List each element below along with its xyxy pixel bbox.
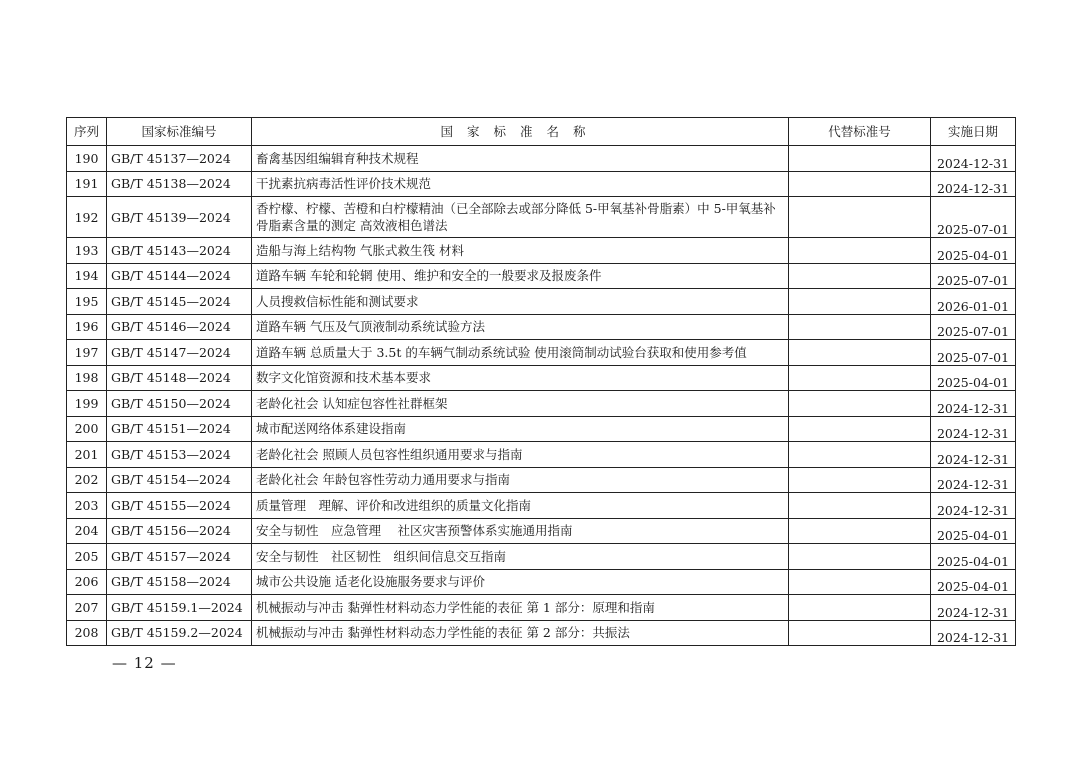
row-standard-name: 道路车辆 总质量大于 3.5t 的车辆气制动系统试验 使用滚筒制动试验台获取和使用参考值 — [252, 340, 789, 366]
table-row — [67, 416, 1016, 442]
row-standard-name: 老龄化社会 照顾人员包容性组织通用要求与指南 — [252, 442, 789, 468]
table-row — [67, 171, 1016, 197]
row-standard-name: 质量管理 理解、评价和改进组织的质量文化指南 — [252, 493, 789, 519]
row-seq: 191 — [67, 171, 107, 197]
row-replaced-standard — [789, 595, 931, 621]
row-implementation-date: 2024-12-31 — [931, 620, 1016, 646]
row-standard-code: GB/T 45155—2024 — [107, 493, 252, 519]
row-standard-code: GB/T 45148—2024 — [107, 365, 252, 391]
row-standard-code: GB/T 45138—2024 — [107, 171, 252, 197]
row-replaced-standard — [789, 146, 931, 172]
row-implementation-date: 2024-12-31 — [931, 467, 1016, 493]
row-seq: 204 — [67, 518, 107, 544]
table-row — [67, 289, 1016, 315]
row-replaced-standard — [789, 314, 931, 340]
row-seq: 195 — [67, 289, 107, 315]
row-standard-code: GB/T 45157—2024 — [107, 544, 252, 570]
row-seq: 202 — [67, 467, 107, 493]
row-implementation-date: 2025-04-01 — [931, 544, 1016, 570]
row-replaced-standard — [789, 544, 931, 570]
row-implementation-date: 2025-04-01 — [931, 365, 1016, 391]
row-replaced-standard — [789, 263, 931, 289]
row-implementation-date: 2024-12-31 — [931, 595, 1016, 621]
row-standard-name: 道路车辆 气压及气顶液制动系统试验方法 — [252, 314, 789, 340]
row-standard-name: 干扰素抗病毒活性评价技术规范 — [252, 171, 789, 197]
row-replaced-standard — [789, 467, 931, 493]
row-standard-name: 机械振动与冲击 黏弹性材料动态力学性能的表征 第 1 部分：原理和指南 — [252, 595, 789, 621]
table-row — [67, 467, 1016, 493]
row-replaced-standard — [789, 340, 931, 366]
row-standard-name: 畜禽基因组编辑育种技术规程 — [252, 146, 789, 172]
table-row — [67, 197, 1016, 238]
row-implementation-date: 2024-12-31 — [931, 442, 1016, 468]
row-implementation-date: 2025-07-01 — [931, 340, 1016, 366]
row-standard-name: 安全与韧性 应急管理 社区灾害预警体系实施通用指南 — [252, 518, 789, 544]
row-standard-name: 香柠檬、柠檬、苦橙和白柠檬精油（已全部除去或部分降低 5-甲氧基补骨脂素）中 5-甲氧基补骨脂素含量的测定 高效液相色谱法 — [252, 197, 789, 238]
row-replaced-standard — [789, 518, 931, 544]
table-row — [67, 442, 1016, 468]
row-replaced-standard — [789, 493, 931, 519]
table-row — [67, 620, 1016, 646]
table-row — [67, 595, 1016, 621]
row-replaced-standard — [789, 391, 931, 417]
header-replaces: 代替标准号 — [789, 118, 931, 146]
row-seq: 190 — [67, 146, 107, 172]
table-row — [67, 544, 1016, 570]
header-seq: 序列 — [67, 118, 107, 146]
table-row — [67, 365, 1016, 391]
row-implementation-date: 2025-04-01 — [931, 238, 1016, 264]
row-standard-code: GB/T 45147—2024 — [107, 340, 252, 366]
row-seq: 200 — [67, 416, 107, 442]
row-seq: 206 — [67, 569, 107, 595]
header-row — [67, 118, 1016, 146]
row-replaced-standard — [789, 416, 931, 442]
table-row — [67, 493, 1016, 519]
row-seq: 193 — [67, 238, 107, 264]
table-body — [67, 146, 1016, 646]
row-standard-name: 城市公共设施 适老化设施服务要求与评价 — [252, 569, 789, 595]
row-seq: 192 — [67, 197, 107, 238]
header-name: 国家标准名称 — [252, 118, 789, 146]
row-implementation-date: 2025-07-01 — [931, 197, 1016, 238]
table-row — [67, 391, 1016, 417]
header-code: 国家标准编号 — [107, 118, 252, 146]
row-replaced-standard — [789, 569, 931, 595]
row-standard-code: GB/T 45151—2024 — [107, 416, 252, 442]
row-standard-code: GB/T 45156—2024 — [107, 518, 252, 544]
row-standard-code: GB/T 45158—2024 — [107, 569, 252, 595]
row-seq: 197 — [67, 340, 107, 366]
table-row — [67, 340, 1016, 366]
row-standard-name: 城市配送网络体系建设指南 — [252, 416, 789, 442]
row-standard-name: 老龄化社会 年龄包容性劳动力通用要求与指南 — [252, 467, 789, 493]
row-standard-name: 数字文化馆资源和技术基本要求 — [252, 365, 789, 391]
row-standard-name: 造船与海上结构物 气胀式救生筏 材料 — [252, 238, 789, 264]
row-seq: 208 — [67, 620, 107, 646]
row-replaced-standard — [789, 197, 931, 238]
row-standard-name: 机械振动与冲击 黏弹性材料动态力学性能的表征 第 2 部分：共振法 — [252, 620, 789, 646]
table-row — [67, 569, 1016, 595]
row-seq: 203 — [67, 493, 107, 519]
row-replaced-standard — [789, 442, 931, 468]
row-standard-code: GB/T 45137—2024 — [107, 146, 252, 172]
row-standard-code: GB/T 45159.2—2024 — [107, 620, 252, 646]
row-replaced-standard — [789, 620, 931, 646]
row-standard-code: GB/T 45154—2024 — [107, 467, 252, 493]
row-standard-name: 人员搜救信标性能和测试要求 — [252, 289, 789, 315]
row-standard-code: GB/T 45153—2024 — [107, 442, 252, 468]
row-standard-code: GB/T 45146—2024 — [107, 314, 252, 340]
row-seq: 199 — [67, 391, 107, 417]
row-replaced-standard — [789, 238, 931, 264]
row-standard-code: GB/T 45144—2024 — [107, 263, 252, 289]
table-header — [67, 118, 1016, 146]
table-row — [67, 238, 1016, 264]
row-implementation-date: 2024-12-31 — [931, 171, 1016, 197]
row-standard-code: GB/T 45143—2024 — [107, 238, 252, 264]
row-seq: 207 — [67, 595, 107, 621]
row-implementation-date: 2025-07-01 — [931, 263, 1016, 289]
row-implementation-date: 2026-01-01 — [931, 289, 1016, 315]
row-implementation-date: 2024-12-31 — [931, 416, 1016, 442]
table-row — [67, 314, 1016, 340]
row-implementation-date: 2025-04-01 — [931, 569, 1016, 595]
row-standard-name: 老龄化社会 认知症包容性社群框架 — [252, 391, 789, 417]
row-seq: 196 — [67, 314, 107, 340]
row-standard-name: 安全与韧性 社区韧性 组织间信息交互指南 — [252, 544, 789, 570]
row-replaced-standard — [789, 289, 931, 315]
row-implementation-date: 2025-07-01 — [931, 314, 1016, 340]
page-number: — 12 — — [112, 654, 177, 672]
row-replaced-standard — [789, 171, 931, 197]
row-implementation-date: 2024-12-31 — [931, 493, 1016, 519]
table-row — [67, 263, 1016, 289]
row-seq: 194 — [67, 263, 107, 289]
row-standard-code: GB/T 45139—2024 — [107, 197, 252, 238]
row-standard-code: GB/T 45159.1—2024 — [107, 595, 252, 621]
row-standard-name: 道路车辆 车轮和轮辋 使用、维护和安全的一般要求及报废条件 — [252, 263, 789, 289]
table-row — [67, 146, 1016, 172]
row-implementation-date: 2025-04-01 — [931, 518, 1016, 544]
row-standard-code: GB/T 45150—2024 — [107, 391, 252, 417]
row-implementation-date: 2024-12-31 — [931, 146, 1016, 172]
row-seq: 201 — [67, 442, 107, 468]
header-date: 实施日期 — [931, 118, 1016, 146]
row-implementation-date: 2024-12-31 — [931, 391, 1016, 417]
table-row — [67, 518, 1016, 544]
row-seq: 198 — [67, 365, 107, 391]
row-replaced-standard — [789, 365, 931, 391]
standards-table — [66, 117, 1016, 646]
row-seq: 205 — [67, 544, 107, 570]
row-standard-code: GB/T 45145—2024 — [107, 289, 252, 315]
